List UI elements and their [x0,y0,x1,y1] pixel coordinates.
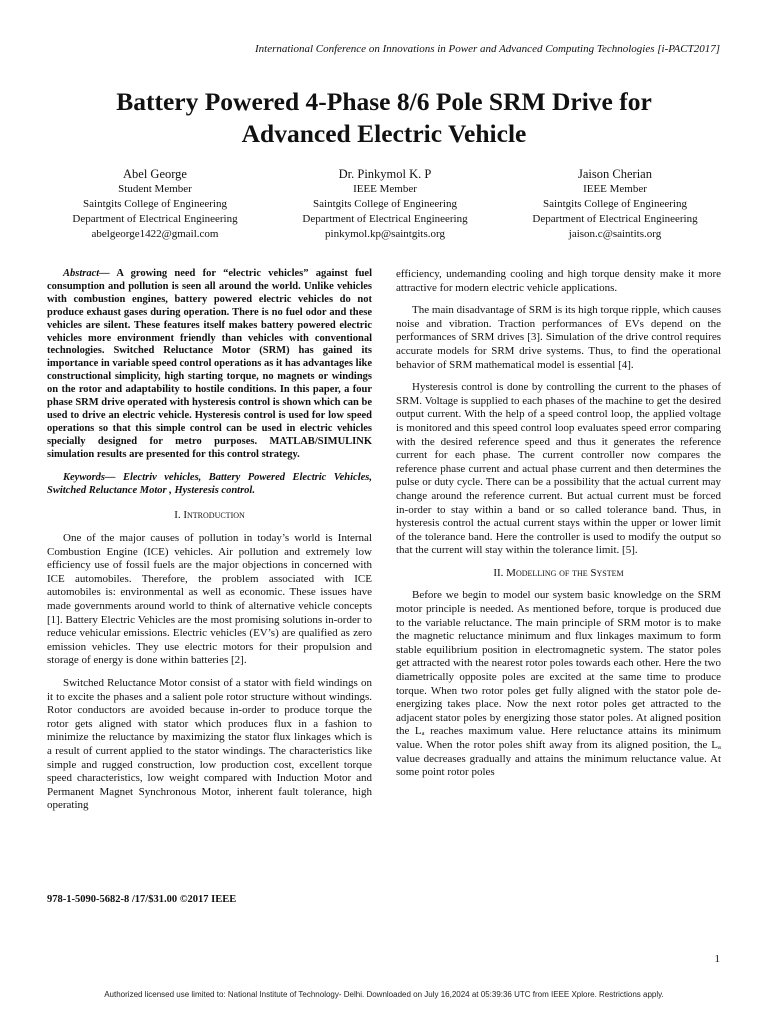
author-role: Student Member [118,183,192,195]
author-3 [500,166,730,242]
paragraph: One of the major causes of pollution in today’s world is Internal Combustion Engine (ICE) vehicles. Air pollution and extremely low efficiency use of fossil fuels are the major objections in concerned with ICE automobiles. Therefore, the problem associated with ICE automobiles is: environmental as well as economic. These issues have made governments around world to think of alternative vehicle concepts [1]. Battery Electric Vehicles are the most promising solutions in-order to reduce vehicular emissions. Electric vehicles (EV’s) are qualified as zero emission vehicles. They use electric motors for their propulsion and storage of energy is done within batteries [2]. [47,532,372,667]
author-college: Saintgits College of Engineering [313,198,457,210]
author-college: Saintgits College of Engineering [83,198,227,210]
author-block [40,166,730,242]
author-college: Saintgits College of Engineering [543,198,687,210]
author-name: Abel George [123,167,187,181]
paragraph: Hysteresis control is done by controlling the current to the phases of SRM. Voltage is supplied to each phases of the machine to get the desired output current. With the help of a speed control loop, the applied voltage is monitored and this speed control loop evaluates speed error comparing with the desired reference speed and thus it generates the reference current for each phase. The current controller now compares the reference phase current and actual phase current and then determines the pulse or duty cycle. There can be a possibility that the actual current may change around the reference current. But actual current must be forced in-order to stay within a band or so called tolerance band. Thus, in hysteresis control the actual current stays within the upper or lower limit of the tolerance band. Here the controller is used to modify the output so that the current will stay within the tolerance limit. [5]. [396,381,721,557]
paper-title [0,86,768,150]
license-footer: Authorized licensed use limited to: National Institute of Technology- Delhi. Downloaded on July 16,2024 at 05:39:36 UTC from IEEE Xplore. Restrictions apply. [104,990,664,999]
section-heading-introduction: I. Introduction [174,509,245,522]
keywords: Keywords— Electriv vehicles, Battery Powered Electric Vehicles, Switched Reluctance Motor , Hysteresis control. [47,471,372,496]
page-number: 1 [714,953,720,965]
title-line-1: Battery Powered 4-Phase 8/6 Pole SRM Drive for [116,87,652,116]
paragraph: Before we begin to model our system basic knowledge on the SRM motor principle is needed. As mentioned before, torque is produced due to the variable reluctance. The main principle of SRM motor is to make the magnetic reluctance minimum and flux linkages maximum to form stable equilibrium position in electromagnetic system. The stator poles get attracted with the nearest rotor poles towards each other. Here the two diametrically opposite poles are excited at the same time to produce torque. When two rotor poles get fully aligned with the stator pole de-energizing takes place. Now the next rotor poles get attracted to the adjacent stator poles by energizing those stator poles. At aligned position the Lₐ reaches maximum value. Here reluctance attains its minimum value. When the rotor poles shift away from its aligned position, the Lₐ value decreases gradually and attains the minimum reluctance value. At some point rotor poles [396,589,721,779]
author-dept: Department of Electrical Engineering [302,213,468,225]
paragraph: Switched Reluctance Motor consist of a stator with field windings on it to excite the phases and a salient pole rotor structure without windings. Rotor conductors are avoided because in-order to produce torque the rotor gets aligned with stator which produces flux in a fashion to minimize the reluctance by maximizing the stator flux linkages which is a result of current applied to the stator windings. The characteristics like simple and rugged construction, low production cost, excellent torque speed characteristics, low weight compared with Induction Motor and Permanent Magnet Synchronous Motor, inherent fault tolerance, high operating [47,676,372,812]
paragraph: The main disadvantage of SRM is its high torque ripple, which causes noise and vibration. Traction performances of EVs depend on the performances of SRM drives [3]. Simulation of the drive control requires accurate models for SRM drive systems. Thus, to find the operational behavior of SRM mathematical model is essential [4]. [396,304,721,371]
author-role: IEEE Member [583,183,647,195]
abstract-lead: Abstract— [63,268,110,279]
left-column [47,268,372,822]
abstract-text: A growing need for “electric vehicles” against fuel consumption and pollution is seen all around the world. Unlike vehicles with combustion engines, battery powered electric vehicles do not produce exhaust gases during operation. There is no fuel odor and these vehicles are silent. These features itself makes battery powered electric vehicles more environment friendly than vehicles with conventional technologies. Switched Reluctance Motor (SRM) has gained its importance in variable speed control operations as it has advantages like constructional simplicity, high starting torque, no magnets or windings on the rotor and adaptability to hostile conditions. In this paper, a four phase SRM drive operated with hysteresis control is shown which can be used to drive an electric vehicle. Hysteresis control is used for low speed operations so that this simple control can be used in electric vehicles specially designed for metro purposes. MATLAB/SIMULINK simulation results are presented for this control strategy. [47,268,372,460]
section-heading-modelling: II. Modelling of the System [493,566,624,579]
paragraph: efficiency, undemanding cooling and high torque density make it more attractive for modern electric vehicle applications. [396,268,721,294]
author-email: pinkymol.kp@saintgits.org [325,228,445,240]
author-dept: Department of Electrical Engineering [532,213,698,225]
conference-header: International Conference on Innovations in Power and Advanced Computing Technologies [i-PACT2017] [254,43,720,55]
author-name: Dr. Pinkymol K. P [338,167,432,181]
author-email: abelgeorge1422@gmail.com [91,228,219,240]
author-dept: Department of Electrical Engineering [72,213,238,225]
title-line-2: Advanced Electric Vehicle [241,119,527,148]
author-email: jaison.c@saintits.org [568,228,662,240]
isbn-line: 978-1-5090-5682-8 /17/$31.00 ©2017 IEEE [47,894,237,905]
right-column [396,268,721,789]
abstract [47,268,372,462]
author-role: IEEE Member [353,183,417,195]
author-2 [270,166,500,242]
author-1 [40,166,270,242]
author-name: Jaison Cherian [578,167,652,181]
